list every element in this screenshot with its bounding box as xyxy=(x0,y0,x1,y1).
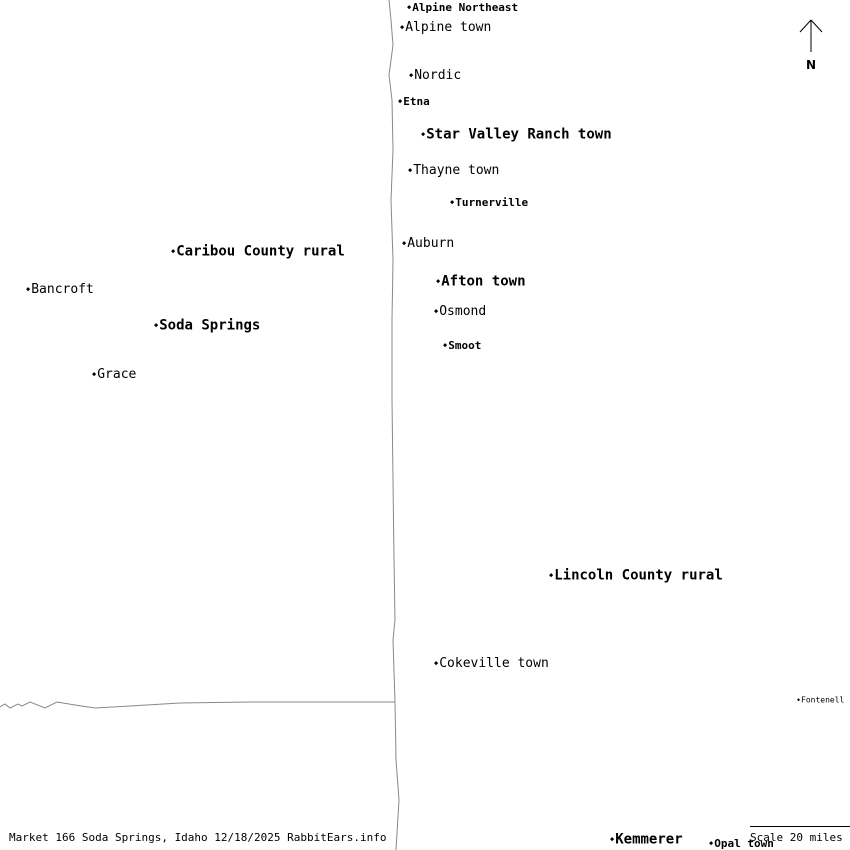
place-label: Etna xyxy=(403,95,430,108)
place-marker: ◆ xyxy=(421,130,426,138)
north-arrow-icon xyxy=(798,18,824,52)
place-marker: ◆ xyxy=(610,835,615,843)
place-auburn xyxy=(402,235,454,251)
place-smoot xyxy=(443,337,481,353)
place-marker: ◆ xyxy=(709,839,714,847)
place-marker: ◆ xyxy=(171,247,176,255)
place-grace xyxy=(92,366,136,382)
scale-bar xyxy=(750,826,850,844)
place-label: Turnerville xyxy=(455,196,529,209)
place-turnerville xyxy=(450,194,528,210)
north-arrow xyxy=(798,18,824,72)
place-alpine-town xyxy=(400,19,491,35)
place-star-valley-ranch-town xyxy=(421,126,612,142)
place-kemmerer xyxy=(610,831,683,847)
place-etna xyxy=(398,93,430,109)
place-marker: ◆ xyxy=(450,198,455,206)
place-marker: ◆ xyxy=(436,277,441,285)
place-cokeville-town xyxy=(434,655,549,671)
place-marker: ◆ xyxy=(408,166,413,174)
place-label: Alpine town xyxy=(405,20,492,35)
place-label: Smoot xyxy=(448,339,482,352)
place-label: Bancroft xyxy=(31,282,94,297)
place-marker: ◆ xyxy=(409,71,414,79)
place-marker: ◆ xyxy=(549,571,554,579)
place-label: Soda Springs xyxy=(159,317,261,334)
place-label: Osmond xyxy=(439,304,487,319)
place-marker: ◆ xyxy=(26,285,31,293)
place-marker: ◆ xyxy=(402,239,407,247)
place-fontenell xyxy=(797,692,844,708)
idaho-wyoming-border xyxy=(389,0,399,850)
place-caribou-county-rural xyxy=(171,243,345,259)
place-marker: ◆ xyxy=(92,370,97,378)
place-alpine-northeast xyxy=(407,0,518,15)
place-marker: ◆ xyxy=(434,307,439,315)
place-afton-town xyxy=(436,273,526,289)
place-marker: ◆ xyxy=(400,23,405,31)
place-soda-springs xyxy=(154,317,260,333)
place-osmond xyxy=(434,303,486,319)
place-label: Grace xyxy=(97,367,137,382)
place-marker: ◆ xyxy=(154,321,159,329)
place-label: Fontenell xyxy=(801,695,845,705)
place-marker: ◆ xyxy=(407,3,412,11)
place-label: Lincoln County rural xyxy=(554,567,723,584)
place-label: Nordic xyxy=(414,68,462,83)
place-label: Afton town xyxy=(441,273,526,290)
place-label: Kemmerer xyxy=(615,831,683,848)
place-marker: ◆ xyxy=(797,697,801,703)
scale-label: Scale 20 miles xyxy=(750,831,843,844)
place-label: Auburn xyxy=(407,236,455,251)
north-label: N xyxy=(805,58,817,72)
place-label: Cokeville town xyxy=(439,656,549,671)
place-lincoln-county-rural xyxy=(549,567,723,583)
place-nordic xyxy=(409,67,461,83)
place-label: Alpine Northeast xyxy=(412,1,519,14)
place-thayne-town xyxy=(408,162,499,178)
place-label: Caribou County rural xyxy=(176,243,345,260)
place-marker: ◆ xyxy=(443,341,448,349)
place-bancroft xyxy=(26,281,94,297)
place-label: Opal town xyxy=(714,837,774,850)
county-border xyxy=(0,702,395,708)
place-label: Thayne town xyxy=(413,163,500,178)
place-label: Star Valley Ranch town xyxy=(426,126,612,143)
place-marker: ◆ xyxy=(434,659,439,667)
place-marker: ◆ xyxy=(398,97,403,105)
map-credit: Market 166 Soda Springs, Idaho 12/18/2025 RabbitEars.info xyxy=(9,831,387,844)
